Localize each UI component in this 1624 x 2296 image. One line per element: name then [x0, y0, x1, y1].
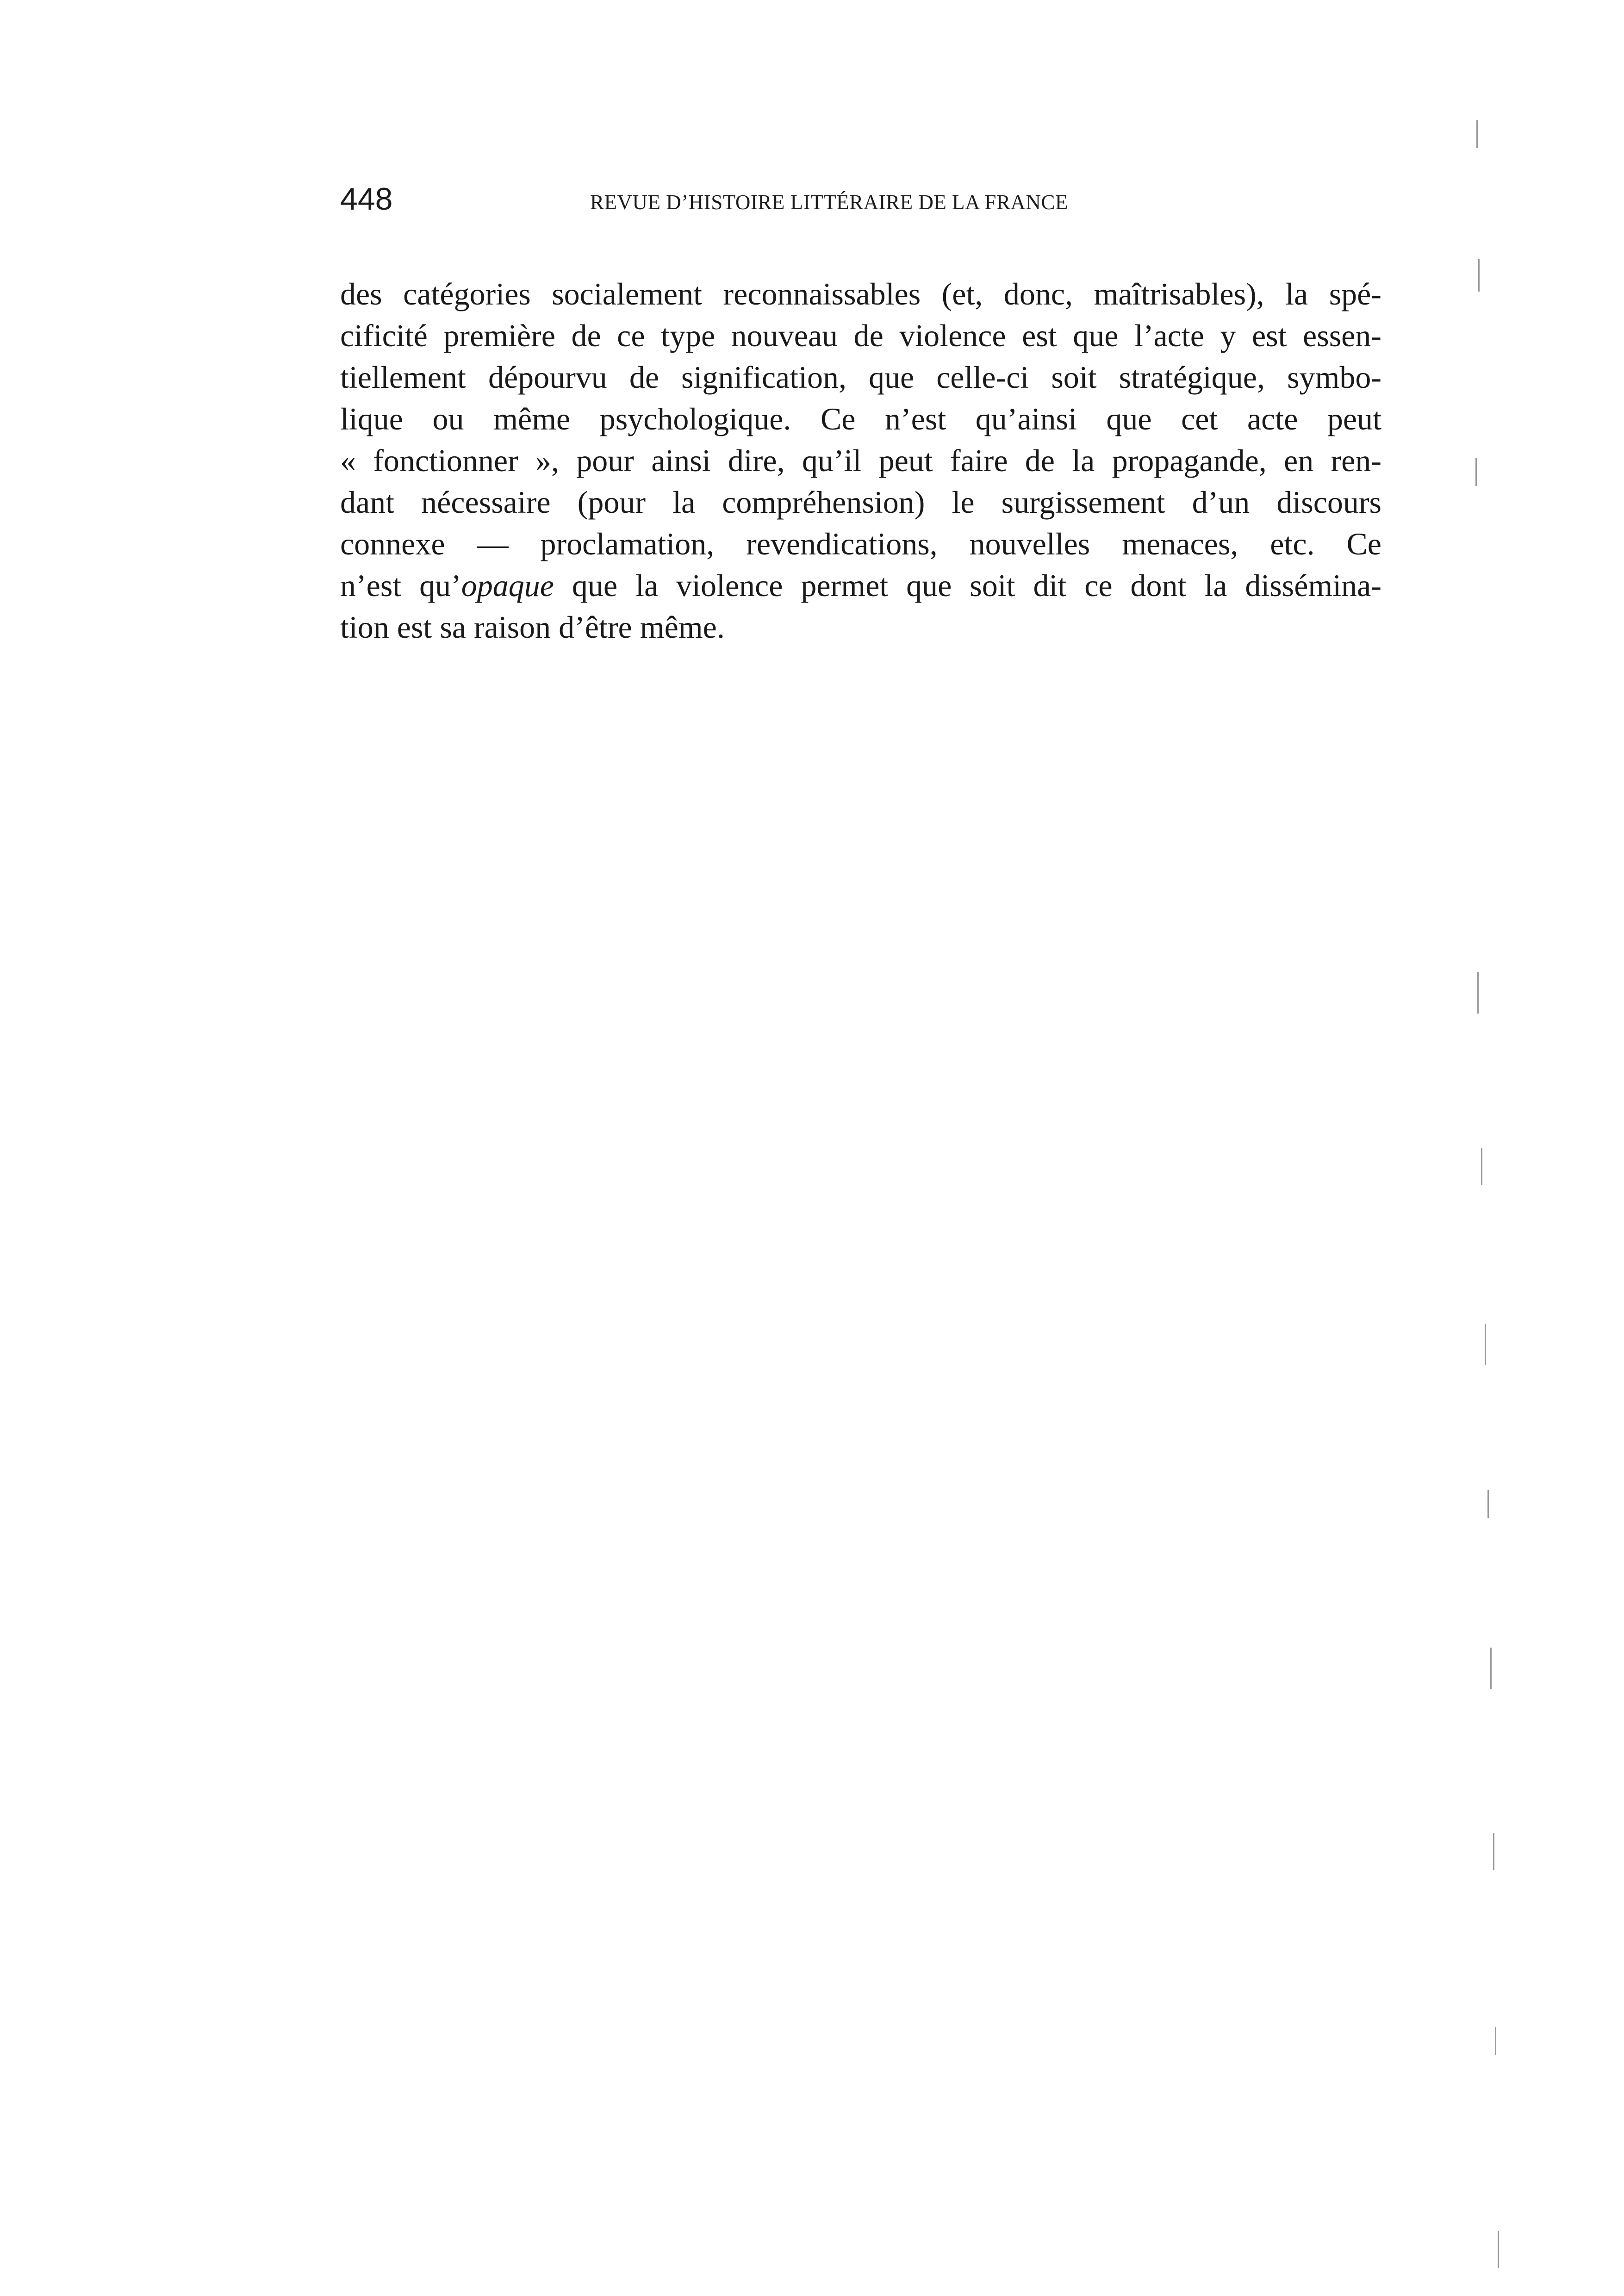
- body-paragraph: [340, 273, 1381, 648]
- page-number: 448: [340, 181, 393, 217]
- text-line: tiellement dépourvu de signification, que celle-ci soit stratégique, symbo-: [340, 360, 1381, 395]
- text-line: lique ou même psychologique. Ce n’est qu’ainsi que cet acte peut: [340, 401, 1381, 436]
- running-head: [340, 178, 1381, 220]
- text-line: connexe — proclamation, revendications, nouvelles menaces, etc. Ce: [340, 526, 1381, 561]
- text-line-with-italic: [340, 565, 1381, 606]
- text-line: cificité première de ce type nouveau de violence est que l’acte y est essen-: [340, 318, 1381, 353]
- scan-margin-noise: [1472, 0, 1509, 2296]
- text-line: dant nécessaire (pour la compréhension) le surgissement d’un discours: [340, 485, 1381, 520]
- text-segment: n’est qu’: [340, 568, 461, 603]
- text-line: tion est sa raison d’être même.: [340, 610, 725, 645]
- text-segment: que la violence permet que soit dit ce dont la dissémina-: [554, 568, 1381, 603]
- journal-title: REVUE D’HISTOIRE LITTÉRAIRE DE LA FRANCE: [590, 191, 1068, 214]
- italic-word: opaque: [461, 568, 554, 603]
- text-line: des catégories socialement reconnaissables (et, donc, maîtrisables), la spé-: [340, 276, 1381, 311]
- text-line: « fonctionner », pour ainsi dire, qu’il peut faire de la propagande, en ren-: [340, 443, 1381, 478]
